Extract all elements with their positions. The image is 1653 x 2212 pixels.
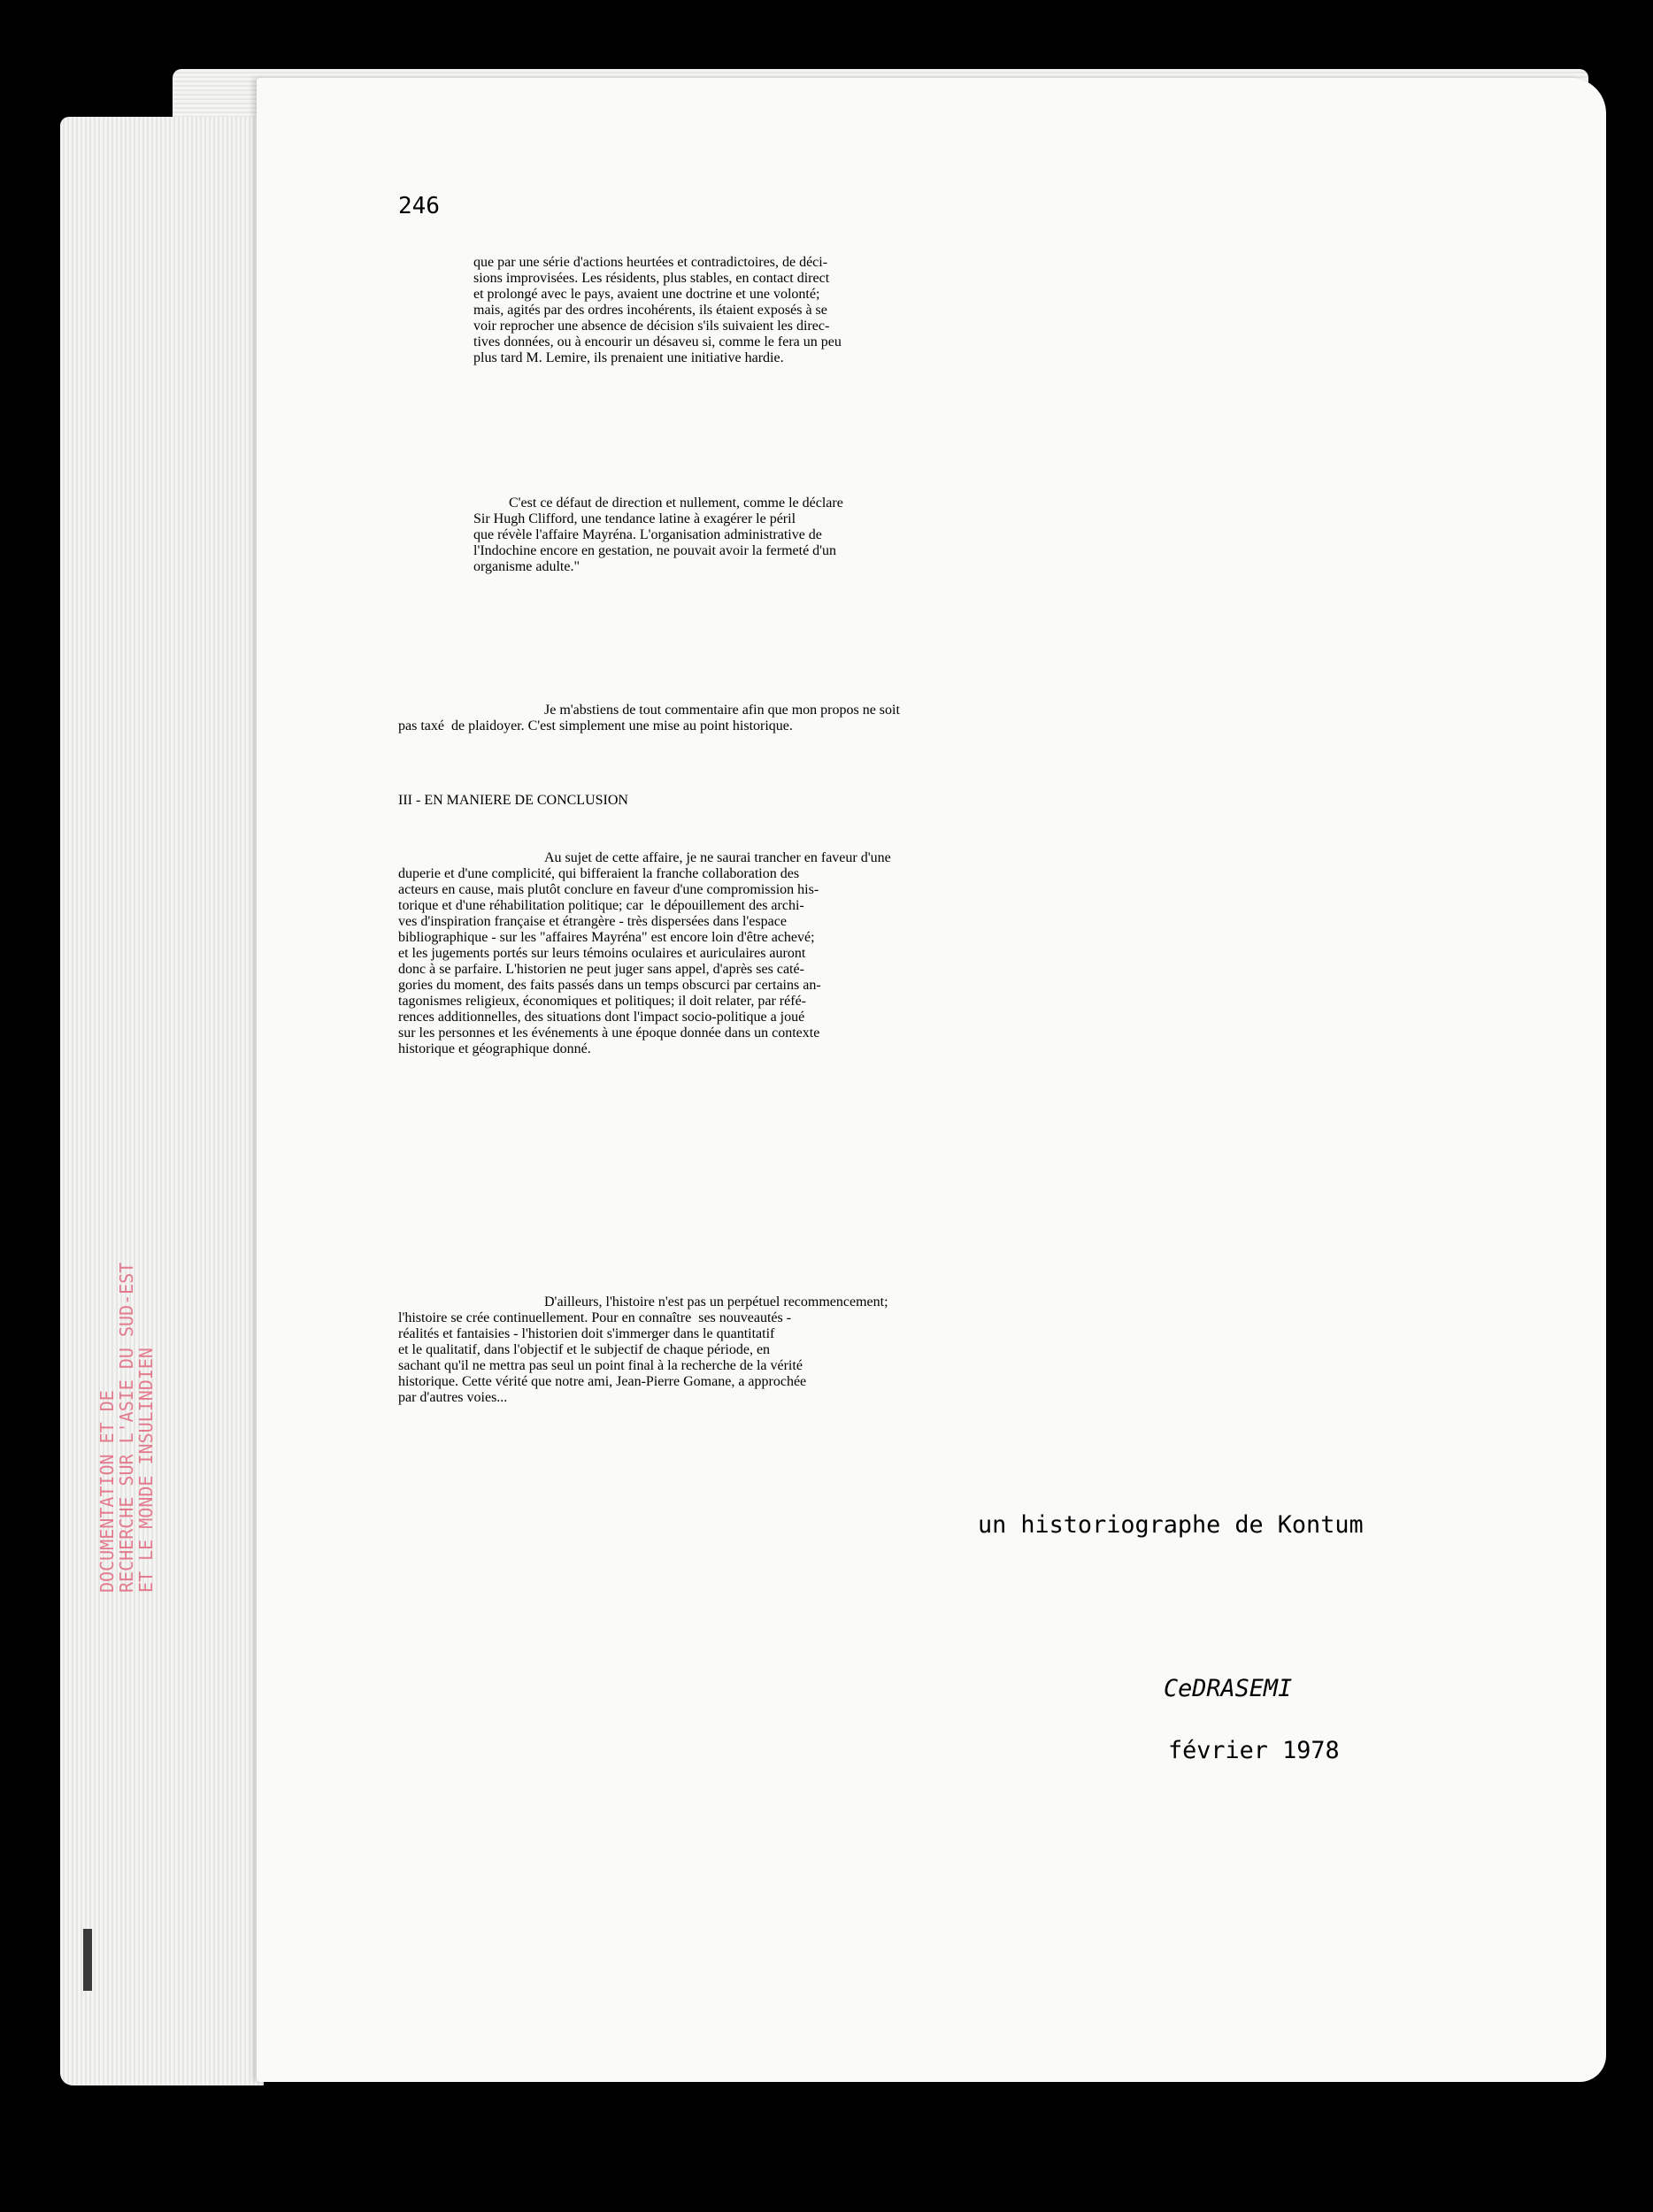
paragraph-line: réalités et fantaisies - l'historien doit s'immerger dans le quantitatif	[398, 1326, 775, 1341]
paragraph-1	[473, 255, 842, 366]
paragraph-5	[398, 1294, 888, 1406]
paragraph-line: l'histoire se crée continuellement. Pour en connaître ses nouveautés -	[398, 1310, 792, 1325]
paragraph-line: pas taxé de plaidoyer. C'est simplement une mise au point historique.	[398, 718, 793, 733]
paragraph-line: rences additionnelles, des situations dont l'impact socio-politique a joué	[398, 1010, 805, 1025]
signature: un historiographe de Kontum	[978, 1511, 1364, 1539]
edge-stamp-line: DOCUMENTATION ET DE	[96, 1390, 118, 1593]
edge-stamp	[96, 956, 157, 1593]
paragraph-line: historique. Cette vérité que notre ami, Jean-Pierre Gomane, a approchée	[398, 1374, 807, 1389]
paragraph-line: sions improvisées. Les résidents, plus stables, en contact direct	[473, 271, 830, 286]
paragraph-line: gories du moment, des faits passés dans un temps obscurci par certains an-	[398, 978, 821, 993]
paragraph-line: et les jugements portés sur leurs témoins oculaires et auriculaires auront	[398, 946, 806, 961]
paragraph-line: plus tard M. Lemire, ils prenaient une initiative hardie.	[473, 350, 784, 365]
bleed-through-text	[752, 1175, 1583, 1205]
paragraph-line: que révèle l'affaire Mayréna. L'organisation administrative de	[473, 527, 822, 542]
paragraph-line: et le qualitatif, dans l'objectif et le subjectif de chaque période, en	[398, 1342, 771, 1357]
paragraph-line: et prolongé avec le pays, avaient une doctrine et une volonté;	[473, 287, 820, 302]
paragraph-line: donc à se parfaire. L'historien ne peut juger sans appel, d'après ses caté-	[398, 962, 804, 977]
document-date: février 1978	[1168, 1737, 1340, 1764]
organization-name: CeDRASEMI	[1164, 1675, 1293, 1702]
paragraph-line: Sir Hugh Clifford, une tendance latine à exagérer le péril	[473, 511, 796, 526]
paragraph-line: D'ailleurs, l'histoire n'est pas un perpétuel recommencement;	[544, 1294, 888, 1310]
paragraph-line: que par une série d'actions heurtées et contradictoires, de déci-	[473, 255, 828, 270]
edge-tab	[83, 1929, 92, 1991]
paragraph-4	[398, 850, 891, 1057]
paragraph-line: tagonismes religieux, économiques et politiques; il doit relater, par réfé-	[398, 994, 806, 1009]
page-number: 246	[398, 193, 440, 219]
paragraph-line: mais, agités par des ordres incohérents, ils étaient exposés à se	[473, 303, 827, 318]
page-sheet	[257, 78, 1606, 2082]
paragraph-line: organisme adulte."	[473, 559, 580, 574]
paragraph-2	[473, 495, 843, 575]
section-heading: III - EN MANIERE DE CONCLUSION	[398, 793, 628, 808]
paragraph-line: voir reprocher une absence de décision s'ils suivaient les direc-	[473, 319, 830, 334]
paragraph-line: acteurs en cause, mais plutôt conclure en faveur d'une compromission his-	[398, 882, 819, 897]
paragraph-line: Je m'abstiens de tout commentaire afin que mon propos ne soit	[544, 703, 900, 718]
page-stack-side-edge	[60, 117, 264, 2085]
paragraph-line: C'est ce défaut de direction et nullement, comme le déclare	[509, 495, 843, 511]
paragraph-line: historique et géographique donné.	[398, 1041, 591, 1056]
paragraph-line: sur les personnes et les événements à une époque donnée dans un contexte	[398, 1025, 820, 1041]
edge-stamp-line: ET LE MONDE INSULINDIEN	[135, 1348, 157, 1593]
paragraph-line: l'Indochine encore en gestation, ne pouvait avoir la fermeté d'un	[473, 543, 837, 558]
paragraph-line: bibliographique - sur les "affaires Mayréna" est encore loin d'être achevé;	[398, 930, 815, 945]
edge-stamp-line: RECHERCHE SUR L'ASIE DU SUD-EST	[116, 1262, 137, 1593]
paragraph-line: Au sujet de cette affaire, je ne saurai trancher en faveur d'une	[544, 850, 891, 865]
paragraph-line: tives données, ou à encourir un désaveu si, comme le fera un peu	[473, 334, 842, 349]
paragraph-line: ves d'inspiration française et étrangère - très dispersées dans l'espace	[398, 914, 787, 929]
paragraph-3	[398, 703, 900, 734]
paragraph-line: sachant qu'il ne mettra pas seul un point final à la recherche de la vérité	[398, 1358, 803, 1373]
paragraph-line: par d'autres voies...	[398, 1390, 508, 1405]
paragraph-line: torique et d'une réhabilitation politique; car le dépouillement des archi-	[398, 898, 804, 913]
paragraph-line: duperie et d'une complicité, qui bifferaient la franche collaboration des	[398, 866, 800, 881]
